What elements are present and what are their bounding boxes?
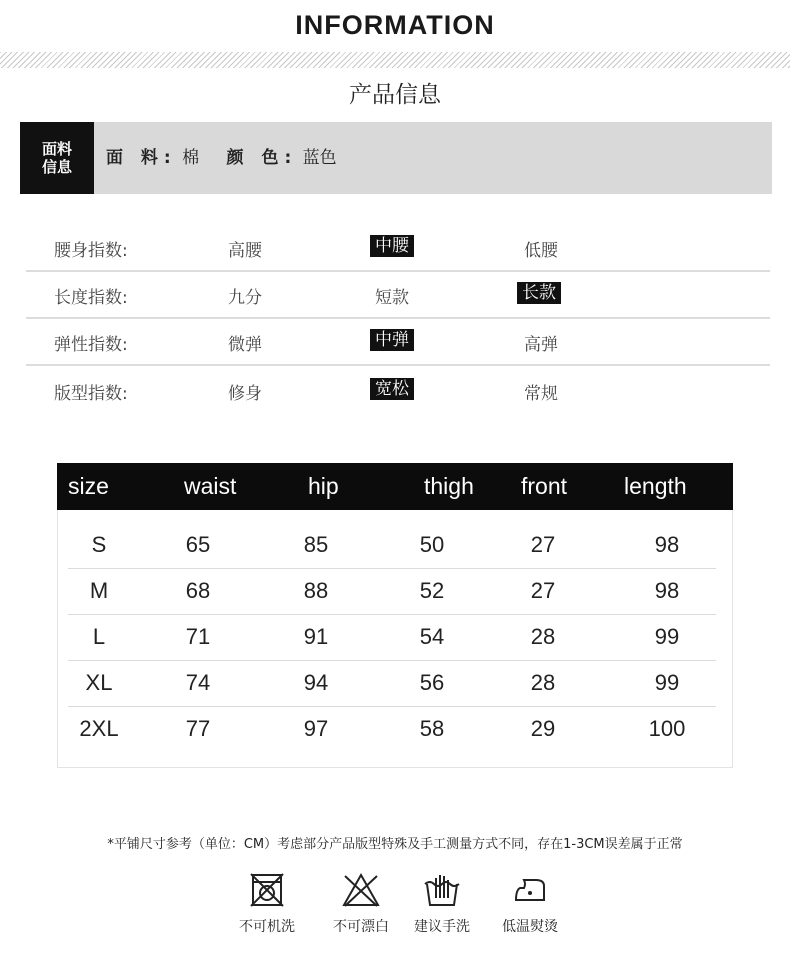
- attribute-label: 长度指数:: [54, 288, 128, 308]
- header-waist: waist: [184, 473, 237, 499]
- attribute-option: 微弹: [228, 335, 262, 355]
- table-cell: 99: [654, 670, 680, 695]
- section-title: 产品信息: [349, 82, 441, 108]
- color-label: 颜 色:: [226, 148, 298, 168]
- low-heat-iron-icon: [510, 872, 550, 908]
- fabric-value: 棉: [182, 148, 200, 168]
- table-cell: 98: [654, 578, 680, 603]
- table-cell: 29: [530, 716, 556, 741]
- table-cell: L: [92, 624, 106, 649]
- color-value: 蓝色: [302, 148, 337, 168]
- care-label: 低温熨烫: [502, 919, 558, 935]
- header-hip: hip: [308, 473, 339, 499]
- attribute-option-selected: 宽松: [370, 378, 414, 400]
- table-cell: 54: [419, 624, 445, 649]
- care-label: 不可漂白: [333, 919, 389, 935]
- hand-wash-icon: [422, 872, 462, 908]
- care-item-no-machine-wash: [222, 872, 312, 936]
- attribute-option-selected: 长款: [517, 282, 561, 304]
- size-table-header: [57, 463, 733, 510]
- header-size: size: [68, 473, 109, 499]
- table-cell: 50: [419, 532, 445, 557]
- header-thigh: thigh: [424, 473, 474, 499]
- care-label: 建议手洗: [414, 919, 470, 935]
- material-badge-line1: 面料: [41, 140, 72, 158]
- attribute-option: 高腰: [228, 241, 262, 261]
- table-cell: M: [89, 578, 109, 603]
- material-info-band: [20, 122, 772, 194]
- attribute-label: 版型指数:: [54, 384, 128, 404]
- material-badge-line2: 信息: [41, 158, 72, 176]
- table-row: [68, 660, 716, 707]
- care-item-hand-wash: [397, 872, 487, 936]
- table-row: [68, 568, 716, 615]
- table-cell: 27: [530, 578, 556, 603]
- attribute-row-elasticity: [26, 318, 770, 366]
- table-row: [68, 706, 716, 752]
- header-length: length: [624, 473, 687, 499]
- table-cell: 97: [303, 716, 329, 741]
- table-cell: 68: [185, 578, 211, 603]
- page-header-title: INFORMATION: [295, 10, 495, 40]
- fabric-label: 面 料:: [106, 148, 177, 168]
- table-cell: 2XL: [79, 716, 119, 741]
- table-cell: S: [91, 532, 107, 557]
- table-cell: 58: [419, 716, 445, 741]
- table-cell: 28: [530, 670, 556, 695]
- attribute-option-selected: 中腰: [370, 235, 414, 257]
- attribute-row-length: [26, 271, 770, 319]
- table-cell: XL: [85, 670, 113, 695]
- care-item-no-bleach: [316, 872, 406, 936]
- care-item-low-heat-iron: [485, 872, 575, 936]
- table-cell: 71: [185, 624, 211, 649]
- attribute-option: 修身: [228, 384, 262, 404]
- attribute-row-waist: [26, 224, 770, 272]
- attribute-option: 常规: [524, 384, 558, 404]
- table-cell: 94: [303, 670, 329, 695]
- table-cell: 77: [185, 716, 211, 741]
- attribute-option: 短款: [375, 288, 409, 308]
- material-badge: [20, 122, 94, 194]
- attribute-label: 弹性指数:: [54, 335, 128, 355]
- table-cell: 52: [419, 578, 445, 603]
- table-row: [68, 522, 716, 569]
- table-cell: 56: [419, 670, 445, 695]
- attribute-option: 九分: [228, 288, 262, 308]
- no-bleach-icon: [341, 872, 381, 908]
- table-cell: 100: [648, 716, 686, 741]
- table-row: [68, 614, 716, 661]
- attribute-row-fit: [26, 367, 770, 413]
- table-cell: 27: [530, 532, 556, 557]
- measurement-note: *平铺尺寸参考（单位：CM）考虑部分产品版型特殊及手工测量方式不同，存在1-3CM误差属于正常: [107, 837, 683, 852]
- no-machine-wash-icon: [249, 872, 285, 908]
- care-label: 不可机洗: [239, 919, 295, 935]
- header-front: front: [521, 473, 568, 499]
- table-cell: 85: [303, 532, 329, 557]
- table-cell: 74: [185, 670, 211, 695]
- attribute-option: 低腰: [524, 241, 558, 261]
- attribute-option: 高弹: [524, 335, 558, 355]
- table-cell: 99: [654, 624, 680, 649]
- hatched-divider: [0, 52, 790, 68]
- attribute-label: 腰身指数:: [54, 241, 128, 261]
- material-details: [106, 122, 359, 194]
- size-table: [57, 463, 733, 768]
- table-cell: 65: [185, 532, 211, 557]
- table-cell: 98: [654, 532, 680, 557]
- table-cell: 28: [530, 624, 556, 649]
- table-cell: 91: [303, 624, 329, 649]
- attribute-option-selected: 中弹: [370, 329, 414, 351]
- table-cell: 88: [303, 578, 329, 603]
